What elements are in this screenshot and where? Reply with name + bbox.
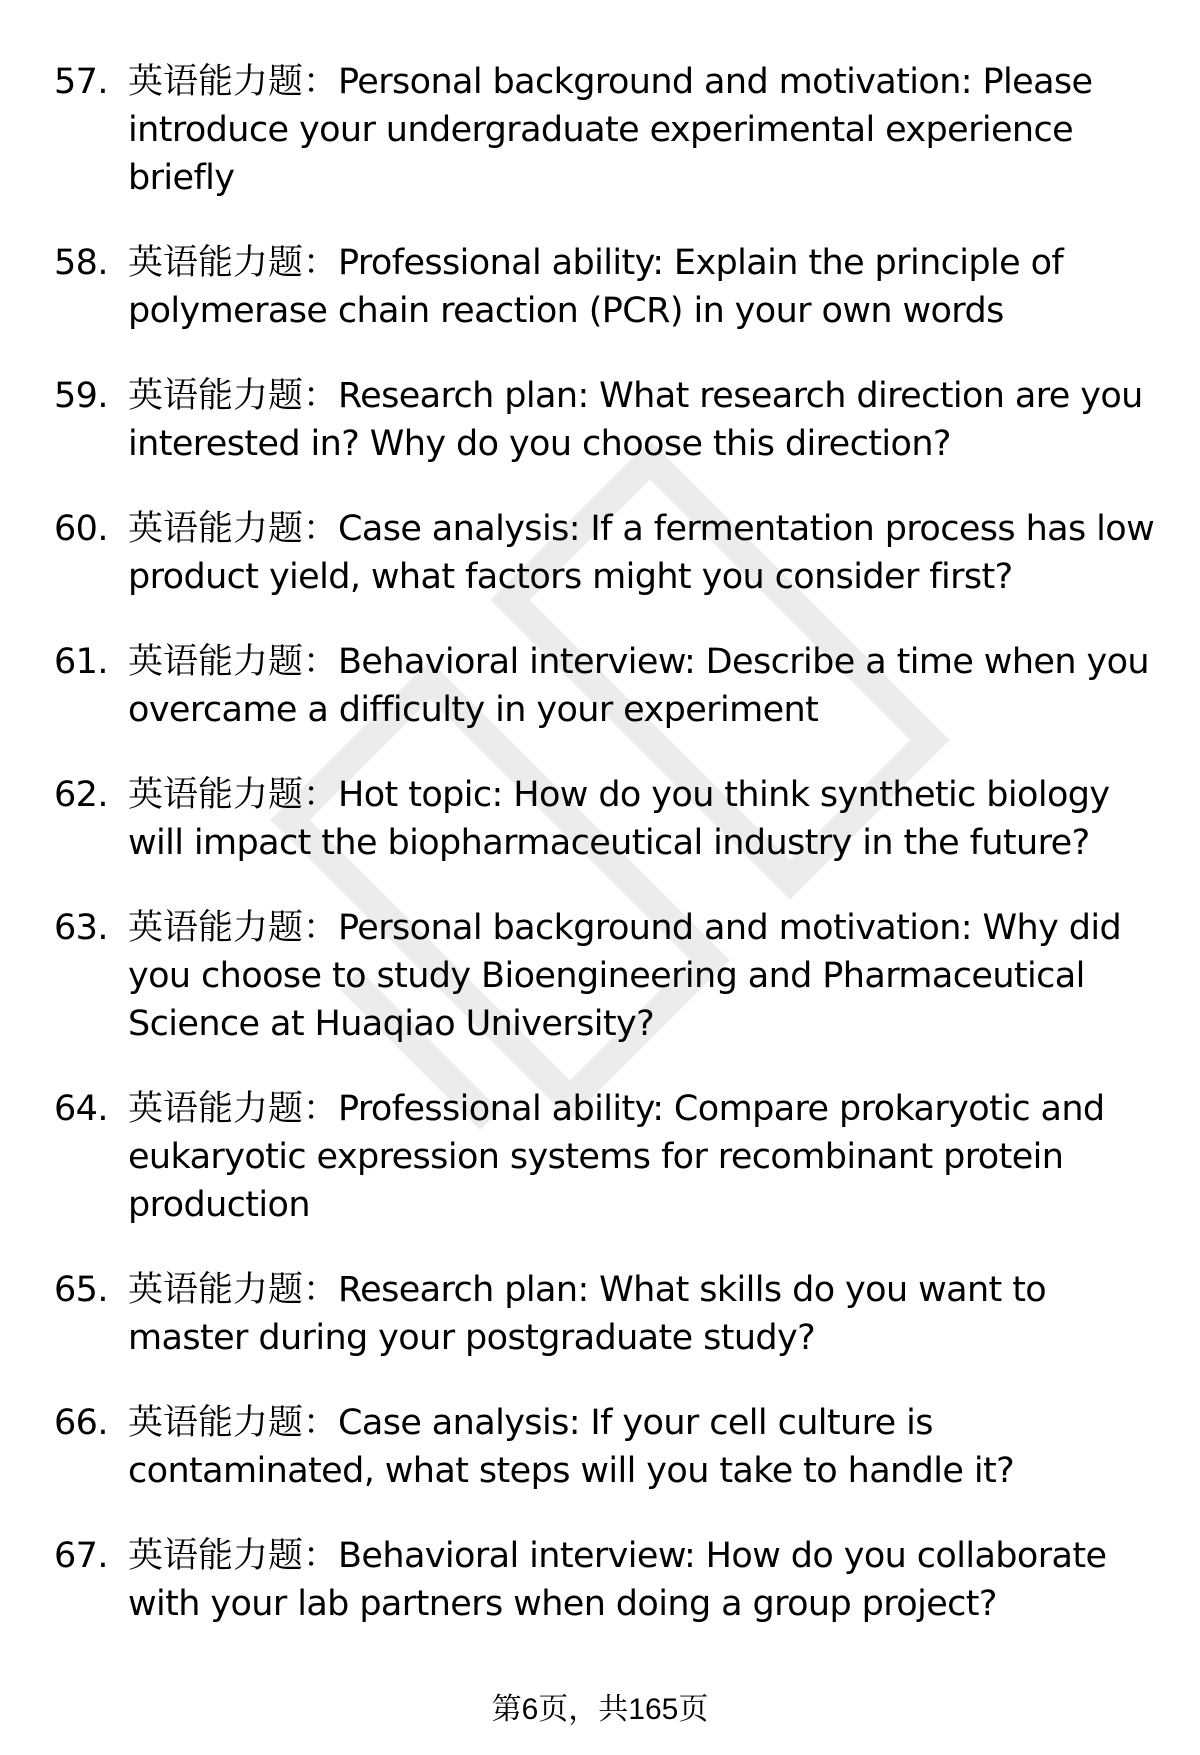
question-category: 英语能力题： — [128, 1089, 339, 1129]
question-number: 67. — [54, 1536, 108, 1576]
question-category: 英语能力题： — [128, 908, 339, 948]
question-category: 英语能力题： — [128, 509, 339, 549]
question-number: 62. — [54, 775, 108, 815]
question-text: Professional ability: Compare prokaryotic and eukaryotic expression systems for recombinant protein production — [128, 1089, 1105, 1225]
question-item — [0, 58, 1200, 202]
page-number-footer: 第6页，共165页 — [491, 1693, 709, 1726]
question-category: 英语能力题： — [128, 642, 339, 682]
question-item — [0, 904, 1200, 1048]
question-number: 63. — [54, 908, 108, 948]
question-number: 58. — [54, 243, 108, 283]
question-item — [0, 1532, 1200, 1628]
question-category: 英语能力题： — [128, 1270, 339, 1310]
question-category: 英语能力题： — [128, 775, 339, 815]
question-text: Professional ability: Explain the principle of polymerase chain reaction (PCR) in your own words — [128, 243, 1064, 331]
question-text: Research plan: What skills do you want to master during your postgraduate study? — [128, 1270, 1047, 1358]
question-text: Hot topic: How do you think synthetic biology will impact the biopharmaceutical industry in the future? — [128, 775, 1110, 863]
question-number: 66. — [54, 1403, 108, 1443]
question-item — [0, 1085, 1200, 1229]
question-item — [0, 1399, 1200, 1495]
question-number: 60. — [54, 509, 108, 549]
question-list — [0, 58, 1200, 1665]
question-category: 英语能力题： — [128, 1536, 339, 1576]
question-item — [0, 1266, 1200, 1362]
question-text: Case analysis: If your cell culture is contaminated, what steps will you take to handle it? — [128, 1403, 1015, 1491]
question-number: 57. — [54, 62, 108, 102]
question-number: 59. — [54, 376, 108, 416]
question-item — [0, 505, 1200, 601]
question-category: 英语能力题： — [128, 243, 339, 283]
question-number: 64. — [54, 1089, 108, 1129]
question-number: 65. — [54, 1270, 108, 1310]
question-item — [0, 239, 1200, 335]
question-text: Behavioral interview: Describe a time when you overcame a difficulty in your experiment — [128, 642, 1149, 730]
question-item — [0, 638, 1200, 734]
question-item — [0, 771, 1200, 867]
question-number: 61. — [54, 642, 108, 682]
question-text: Personal background and motivation: Why did you choose to study Bioengineering and Pharmaceutical Science at Huaqiao University? — [128, 908, 1122, 1044]
question-item — [0, 372, 1200, 468]
question-text: Research plan: What research direction are you interested in? Why do you choose this direction? — [128, 376, 1143, 464]
question-category: 英语能力题： — [128, 62, 339, 102]
question-category: 英语能力题： — [128, 1403, 339, 1443]
question-text: Personal background and motivation: Please introduce your undergraduate experimental experience briefly — [128, 62, 1093, 198]
question-text: Case analysis: If a fermentation process has low product yield, what factors might you consider first? — [128, 509, 1155, 597]
question-text: Behavioral interview: How do you collaborate with your lab partners when doing a group project? — [128, 1536, 1107, 1624]
question-category: 英语能力题： — [128, 376, 339, 416]
